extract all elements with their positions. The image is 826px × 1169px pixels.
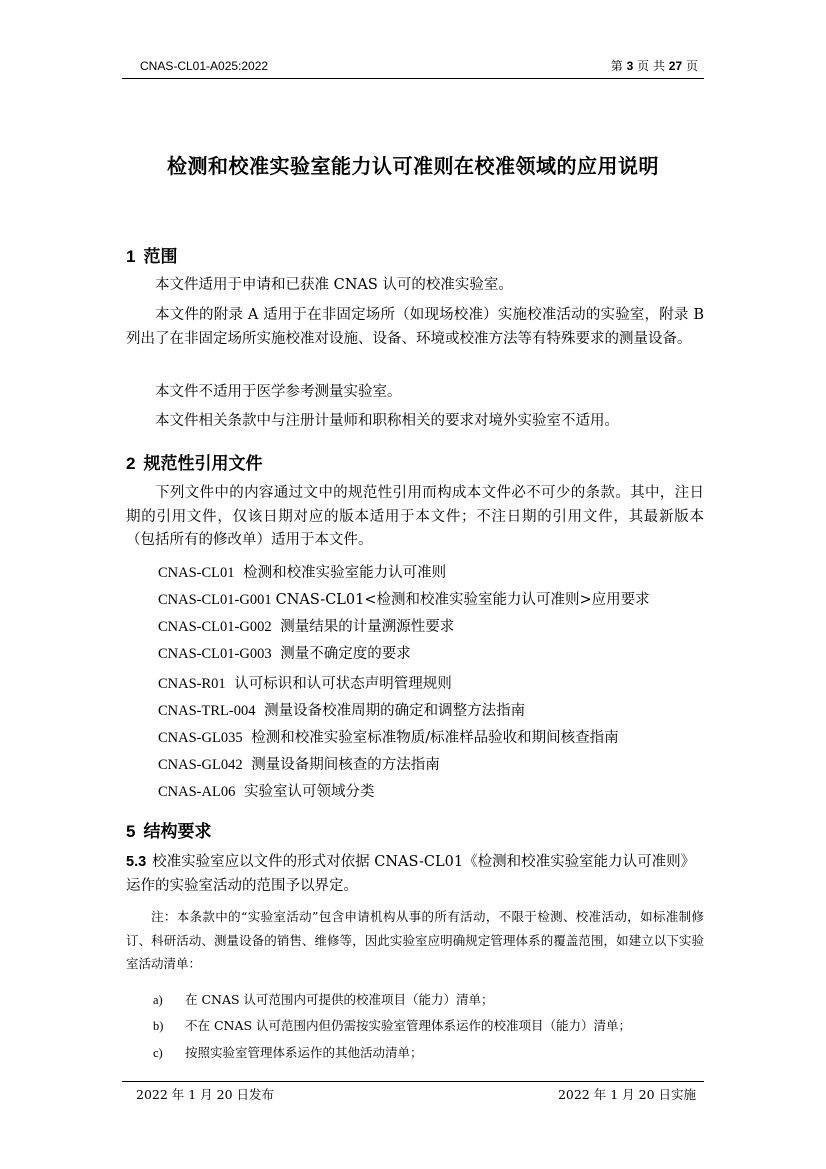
clause-5-3: 5.3 校准实验室应以文件的形式对依据 CNAS-CL01《检测和校准实验室能力认可准则》运作的实验室活动的范围予以界定。 xyxy=(126,854,696,894)
scope-paragraph-2: 本文件的附录 A 适用于在非固定场所（如现场校准）实施校准活动的实验室，附录 B 列出了在非固定场所实施校准对设施、设备、环境或校准方法等有特殊要求的测量设备。 xyxy=(126,307,704,347)
section-2-heading: 2 规范性引用文件 xyxy=(126,454,263,474)
reference-item: CNAS-CL01-G002 测量结果的计量溯源性要求 xyxy=(158,619,455,635)
list-item: c) 按照实验室管理体系运作的其他活动清单； xyxy=(153,1045,423,1060)
scope-paragraph-4: 本文件相关条款中与注册计量师和职称相关的要求对境外实验室不适用。 xyxy=(155,413,619,429)
scope-paragraph-1: 本文件适用于申请和已获准 CNAS 认可的校准实验室。 xyxy=(155,277,513,293)
reference-item: CNAS-TRL-004 测量设备校准周期的确定和调整方法指南 xyxy=(158,703,526,719)
clause-note: 注：本条款中的“实验室活动”包含申请机构从事的所有活动，不限于检测、校准活动，如标准制修订、科研活动、测量设备的销售、维修等，因此实验室应明确规定管理体系的覆盖范围，如建立以下实验室活动清单： xyxy=(126,909,704,971)
reference-item: CNAS-GL035 检测和校准实验室标准物质/标准样品验收和期间核查指南 xyxy=(158,730,619,746)
document-code: CNAS-CL01-A025:2022 xyxy=(140,59,269,73)
document-title: 检测和校准实验室能力认可准则在校准领域的应用说明 xyxy=(167,154,659,178)
publish-date: 2022 年 1 月 20 日发布 xyxy=(136,1087,275,1102)
list-item: b) 不在 CNAS 认可范围内但仍需按实验室管理体系运作的校准项目（能力）清单； xyxy=(153,1018,632,1033)
reference-item: CNAS-R01 认可标识和认可状态声明管理规则 xyxy=(158,676,452,692)
list-item: a) 在 CNAS 认可范围内可提供的校准项目（能力）清单； xyxy=(153,992,494,1007)
reference-item: CNAS-AL06 实验室认可领域分类 xyxy=(158,784,375,800)
page-number: 第 3 页 共 27 页 xyxy=(610,59,698,73)
section-5-heading: 5 结构要求 xyxy=(126,822,212,842)
normative-references-intro: 下列文件中的内容通过文中的规范性引用而构成本文件必不可少的条款。其中，注日期的引用文件，仅该日期对应的版本适用于本文件；不注日期的引用文件，其最新版本（包括所有的修改单）适用于本文件。 xyxy=(126,485,704,548)
reference-item: CNAS-GL042 测量设备期间核查的方法指南 xyxy=(158,757,440,773)
reference-item: CNAS-CL01-G001 CNAS-CL01<检测和校准实验室能力认可准则>应用要求 xyxy=(158,592,650,608)
section-1-heading: 1 范围 xyxy=(126,247,178,267)
scope-paragraph-3: 本文件不适用于医学参考测量实验室。 xyxy=(155,384,402,400)
implement-date: 2022 年 1 月 20 日实施 xyxy=(557,1087,696,1102)
page-header xyxy=(122,58,704,79)
page-footer xyxy=(122,1081,704,1102)
reference-item: CNAS-CL01 检测和校准实验室能力认可准则 xyxy=(158,565,447,581)
reference-item: CNAS-CL01-G003 测量不确定度的要求 xyxy=(158,646,411,662)
